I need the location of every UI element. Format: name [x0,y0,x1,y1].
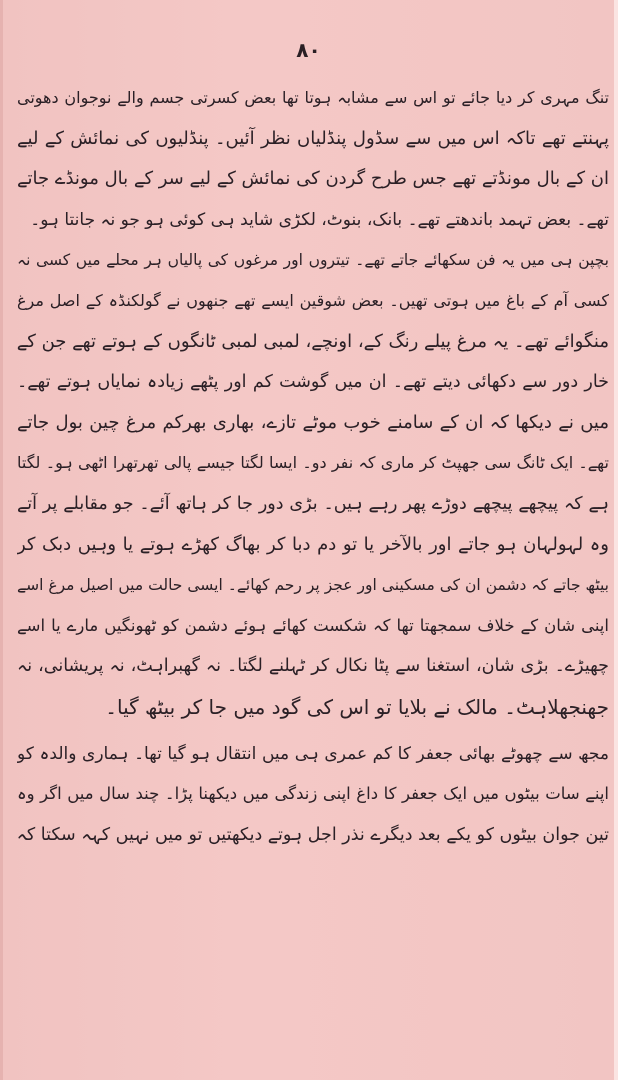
text-line: اپنی شان کے خلاف سمجھتا تھا کہ شکست کھائے ہوئے دشمن کو ٹھونگیں مارے یا اسے [17,615,609,635]
text-line: میں نے دیکھا کہ ان کے سامنے خوب موٹے تازے، بھاری بھرکم مرغ چین بول جاتے [17,411,609,433]
text-line: خار دور سے دکھائی دیتے تھے۔ ان میں گوشت کم اور پٹھے زیادہ نمایاں ہوتے تھے۔ [17,372,609,393]
text-line: تھے۔ ایک ٹانگ سی جھپٹ کر ماری کہ نفر دو۔ ایسا لگتا جیسے پالی تھرتھرا اٹھی ہو۔ لگتا [17,453,609,473]
paragraph-3 [17,734,609,856]
text-line: مجھ سے چھوٹے بھائی جعفر کا کم عمری ہی میں انتقال ہو گیا تھا۔ ہماری والدہ کو [17,743,609,764]
text-line: منگوائے تھے۔ یہ مرغ پیلے رنگ کے، اونچے، لمبی لمبی ٹانگوں کے ہوتے تھے جن کے [17,330,609,352]
text-line: پہنتے تھے تاکہ اس میں سے سڈول پنڈلیاں نظر آئیں۔ پنڈلیوں کی نمائش کے لیے [17,127,609,149]
paragraph-2 [17,240,609,727]
text-line: ان کے بال مونڈتے تھے جس طرح گردن کی نمائش کے لیے سر کے بال مونڈے جاتے [17,168,609,190]
text-line: چھیڑے۔ بڑی شان، استغنا سے پٹا نکال کر ٹہلنے لگتا۔ نہ گھبراہٹ، نہ پریشانی، نہ [17,656,609,677]
text-line: کسی آم کے باغ میں ہوتی تھیں۔ بعض شوقین ایسے تھے جنھوں نے گولکنڈہ کے اصل مرغ [17,290,609,310]
text-line: ہے کہ پیچھے پیچھے دوڑے پھر رہے ہیں۔ بڑی دور جا کر ہاتھ آئے۔ جو مقابلے پر آتے [17,493,609,514]
text-line: بیٹھ جاتے کہ دشمن ان کی مسکینی اور عجز پر رحم کھائے۔ ایسی حالت میں اصیل مرغ اسے [17,576,609,595]
text-line: بچپن ہی میں یہ فن سکھائے جاتے تھے۔ تیتروں اور مرغوں کی پالیاں ہر محلے میں کسی نہ [17,251,609,270]
text-line: اپنے سات بیٹوں میں ایک جعفر کا داغ اپنی زندگی میں دیکھنا پڑا۔ چند سال میں اگر وہ [17,784,609,804]
text-line: تین جوان بیٹوں کو یکے بعد دیگرے نذر اجل ہوتے دیکھتیں تو میں نہیں کہہ سکتا کہ [17,824,609,845]
body-text [17,78,609,855]
text-line: جھنجھلاہٹ۔ مالک نے بلایا تو اس کی گود میں جا کر بیٹھ گیا۔ [105,694,609,719]
paragraph-1 [17,78,609,240]
text-line: تھے۔ بعض تہمد باندھتے تھے۔ بانک، بنوٹ، لکڑی شاید ہی کوئی ہو جو نہ جانتا ہو۔ [30,209,609,230]
text-line: وہ لہولہان ہو جاتے اور بالآخر یا تو دم دبا کر بھاگ کھڑے ہوتے یا وہیں دبک کر [17,533,609,555]
text-line: تنگ مہری کر دیا جائے تو اس سے مشابہ ہوتا تھا بعض کسرتی جسم والے نوجوان دھوتی [17,88,609,107]
page-number: ۸۰ [296,38,321,62]
